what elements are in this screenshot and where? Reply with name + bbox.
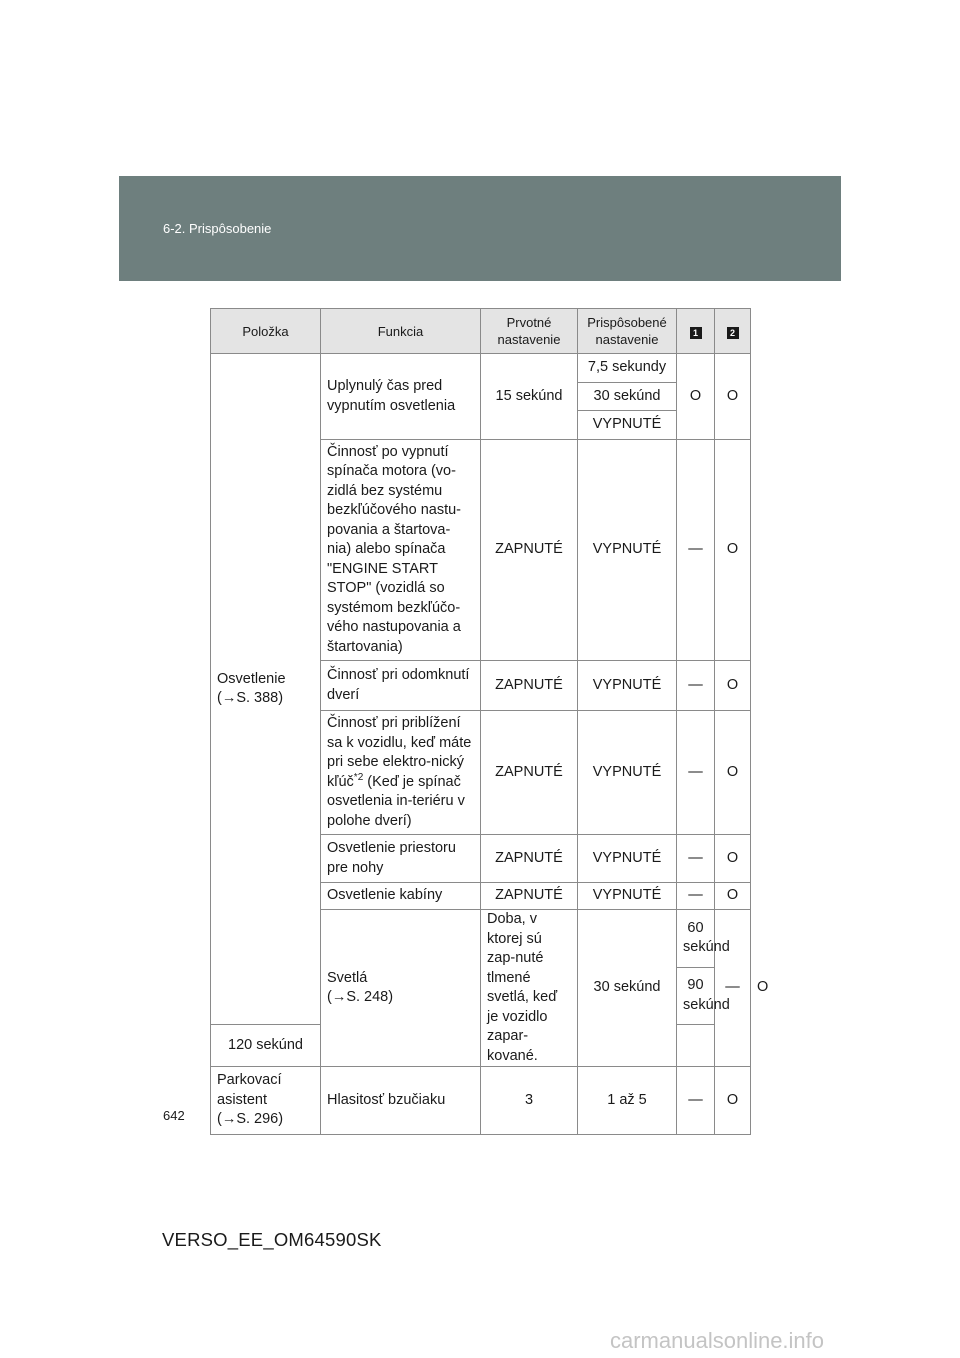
col1-cell: —: [715, 910, 751, 1067]
section-title: 6-2. Prispôsobenie: [163, 221, 272, 236]
custom-cell: 7,5 sekundy: [578, 354, 677, 383]
col1-cell: —: [677, 883, 715, 910]
item-parking-name-1: Parkovací: [217, 1072, 282, 1089]
custom-cell: VYPNUTÉ: [578, 711, 677, 835]
item-parking-name-2: asistent: [217, 1091, 267, 1108]
default-cell: ZAPNUTÉ: [481, 883, 578, 910]
default-cell: 15 sekúnd: [481, 354, 578, 440]
custom-cell: 90 sekúnd: [677, 967, 715, 1025]
badge-1-icon: 1: [690, 327, 702, 339]
custom-cell: VYPNUTÉ: [578, 883, 677, 910]
default-cell: ZAPNUTÉ: [481, 835, 578, 883]
function-cell: Osvetlenie priestoru pre nohy: [321, 835, 481, 883]
col1-cell: —: [677, 440, 715, 661]
item-parking: [211, 1067, 321, 1135]
item-lighting-ref: (→S. 388): [217, 690, 284, 707]
table-row: [211, 1067, 751, 1135]
default-cell: 30 sekúnd: [578, 910, 677, 1067]
table-row: [211, 354, 751, 383]
custom-cell: 60 sekúnd: [677, 910, 715, 968]
custom-cell: 30 sekúnd: [578, 383, 677, 411]
col2-cell: O: [715, 883, 751, 910]
custom-cell: VYPNUTÉ: [578, 411, 677, 440]
page-number: 642: [163, 1108, 185, 1123]
default-cell: ZAPNUTÉ: [481, 440, 578, 661]
custom-cell: VYPNUTÉ: [578, 835, 677, 883]
col1-cell: O: [677, 354, 715, 440]
item-lights-ref: (→S. 248): [327, 989, 394, 1005]
custom-cell: 1 až 5: [578, 1067, 677, 1135]
custom-cell: VYPNUTÉ: [578, 661, 677, 711]
function-text: (Keď je spínač osvetlenia in-teriéru v polohe dverí): [327, 773, 465, 829]
header-custom: Prispôsobené nastavenie: [578, 309, 677, 354]
header-col2: [715, 309, 751, 354]
item-lights-name: Svetlá: [327, 969, 368, 986]
default-cell: ZAPNUTÉ: [481, 661, 578, 711]
function-cell: Hlasitosť bzučiaku: [321, 1067, 481, 1135]
col1-cell: —: [677, 1067, 715, 1135]
function-cell: Uplynulý čas pred vypnutím osvetlenia: [321, 354, 481, 440]
custom-cell: 120 sekúnd: [211, 1025, 321, 1067]
custom-cell: VYPNUTÉ: [578, 440, 677, 661]
col2-cell: O: [715, 661, 751, 711]
watermark: carmanualsonline.info: [610, 1328, 825, 1353]
function-cell: Činnosť pri odomknutí dverí: [321, 661, 481, 711]
col2-cell: O: [715, 835, 751, 883]
item-lights: [321, 910, 481, 1067]
col1-cell: —: [677, 835, 715, 883]
function-cell: Doba, v ktorej sú zap-nuté tlmené svetlá, keď je vozidlo zapar-kované.: [481, 910, 578, 1067]
col2-cell: O: [715, 354, 751, 440]
col1-cell: —: [677, 711, 715, 835]
item-parking-ref: (→S. 296): [217, 1111, 284, 1128]
default-cell: ZAPNUTÉ: [481, 711, 578, 835]
item-lighting: [211, 354, 321, 1025]
document-code: VERSO_EE_OM64590SK: [162, 1229, 382, 1250]
footnote-mark: *2: [353, 771, 364, 783]
col2-cell: O: [715, 440, 751, 661]
default-cell: 3: [481, 1067, 578, 1135]
function-text: Činnosť pri priblížení sa k vozidlu, keď máte pri sebe elektro-nický kľúč: [327, 715, 472, 790]
table-row: Svetlá (→S. 248) Doba, v ktorej sú zap-nuté tlmené svetlá, keď je vozidlo zapar-kované. 30 sekúnd 60 sekúnd — O: [211, 910, 751, 968]
function-cell: Osvetlenie kabíny: [321, 883, 481, 910]
badge-2-icon: 2: [727, 327, 739, 339]
customization-table: [210, 308, 769, 1135]
function-cell: [321, 711, 481, 835]
col2-cell: O: [715, 711, 751, 835]
col1-cell: —: [677, 661, 715, 711]
item-lighting-name: Osvetlenie: [217, 670, 286, 687]
header-default: Prvotné nastavenie: [481, 309, 578, 354]
section-header-band: [119, 176, 841, 281]
header-function: Funkcia: [321, 309, 481, 354]
header-item: Položka: [211, 309, 321, 354]
function-cell: Činnosť po vypnutí spínača motora (vo-zidlá bez systému bezkľúčového nastu-povania a štartova-nia) alebo spínača "ENGINE START STOP" (vozidlá so systémom bezkľúčo-vého nastupovania a štartovania): [321, 440, 481, 661]
header-col1: [677, 309, 715, 354]
col2-cell: O: [715, 1067, 751, 1135]
table-header-row: [211, 309, 751, 354]
